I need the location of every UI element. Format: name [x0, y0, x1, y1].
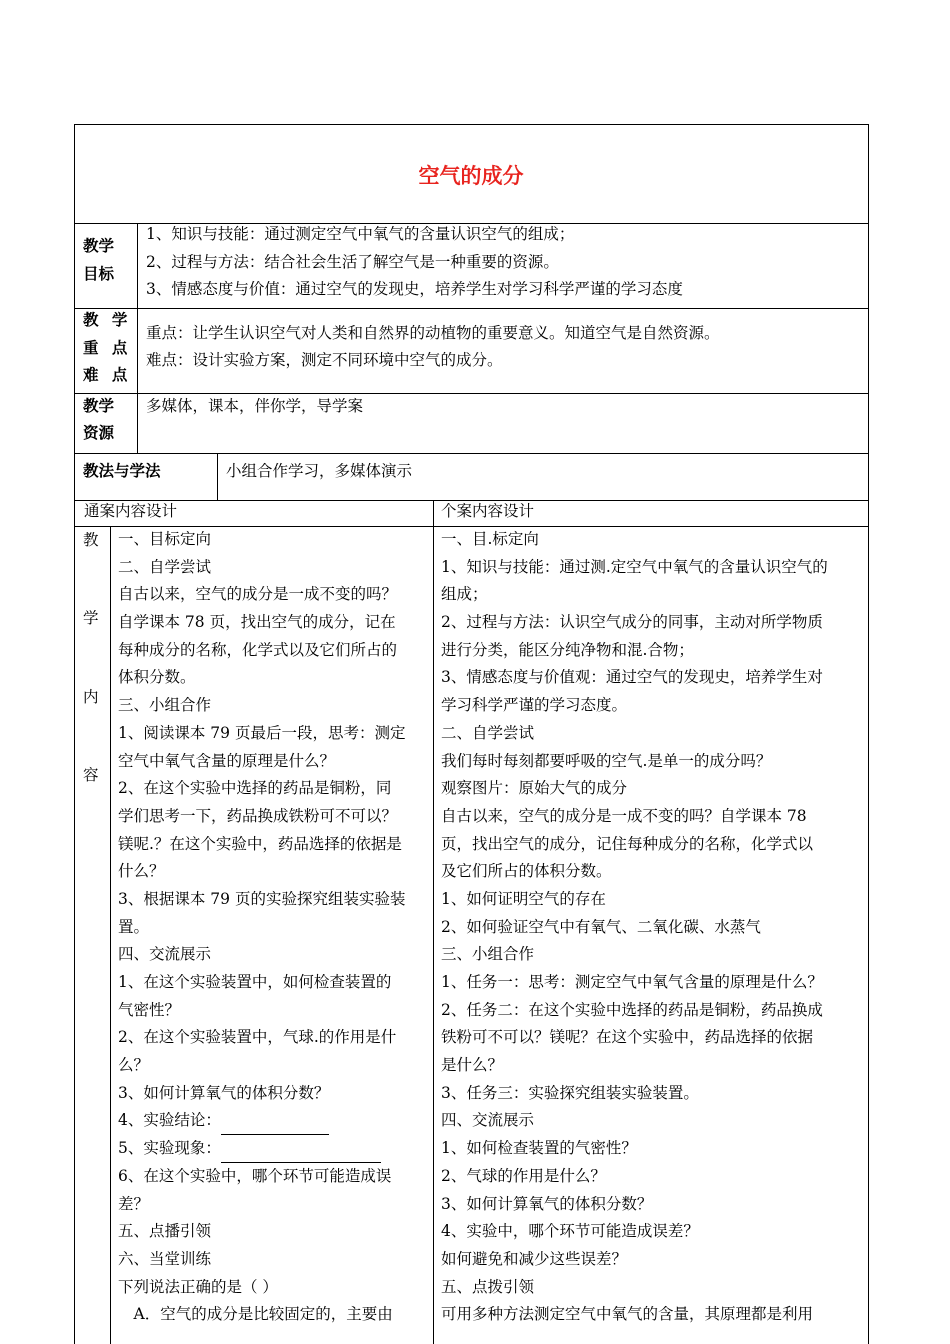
individual-design-line: 自古以来，空气的成分是一成不变的吗？自学课本 78 — [441, 806, 807, 825]
common-design-line: 学们思考一下，药品换成铁粉可不可以？ — [118, 806, 398, 825]
side-label-char-2: 学 — [83, 609, 99, 627]
individual-design-line: 1、知识与技能：通过测.定空气中氧气的含量认识空气的 — [441, 557, 828, 576]
individual-design-line: 1、如何检查装置的气密性？ — [441, 1139, 637, 1158]
individual-design-line: 三、小组合作 — [441, 945, 535, 964]
common-design-line: 镁呢.？在这个实验中，药品选择的依据是 — [118, 834, 402, 853]
individual-design-line: 2、任务二：在这个实验中选择的药品是铜粉，药品换成 — [441, 1000, 823, 1019]
common-design-content — [118, 526, 430, 1329]
resources-row-divider — [74, 453, 869, 454]
common-design-line: 每种成分的名称，化学式以及它们所占的 — [118, 640, 398, 659]
individual-design-line: 观察图片：原始大气的成分 — [441, 779, 628, 798]
individual-design-line: 1、任务一：思考：测定空气中氧气含量的原理是什么？ — [441, 973, 823, 991]
goals-line-3: 3、情感态度与价值：通过空气的发现史，培养学生对学习科学严谨的学习态度 — [146, 280, 683, 298]
individual-design-line: 学习科学严谨的学习态度。 — [441, 696, 628, 715]
label-column-divider — [137, 223, 138, 453]
answer-blank[interactable] — [221, 1145, 381, 1163]
focus-label-line-1: 教 学 — [83, 310, 132, 329]
common-design-line: 六、当堂训练 — [118, 1249, 212, 1268]
individual-design-line: 2、如何验证空气中有氧气、二氧化碳、水蒸气 — [441, 917, 761, 936]
individual-design-line: 我们每时每刻都要呼吸的空气.是单一的成分吗？ — [441, 751, 772, 770]
answer-blank[interactable] — [221, 1117, 329, 1135]
individual-design-header: 个案内容设计 — [441, 502, 535, 520]
method-text: 小组合作学习，多媒体演示 — [226, 462, 413, 480]
common-design-line: 自古以来，空气的成分是一成不变的吗？ — [118, 585, 398, 604]
method-label: 教法与学法 — [83, 461, 161, 480]
focus-label-line-3: 难 点 — [83, 365, 132, 384]
center-column-divider — [433, 500, 434, 1344]
common-design-line: 置。 — [118, 917, 150, 936]
goals-label-line-2: 目标 — [83, 264, 115, 283]
individual-design-line: 进行分类，能区分纯净物和混.合物； — [441, 640, 694, 659]
common-design-line: 差？ — [118, 1194, 150, 1213]
side-label-divider — [110, 526, 111, 1344]
focus-difficulty: 难点：设计实验方案，测定不同环境中空气的成分。 — [146, 351, 503, 369]
common-design-line: 三、小组合作 — [118, 696, 212, 715]
common-design-header: 通案内容设计 — [84, 502, 178, 520]
resources-label-line-2: 资源 — [83, 423, 115, 442]
individual-design-line: 五、点拨引领 — [441, 1277, 535, 1296]
common-design-line: 5、实验现象： — [118, 1135, 430, 1163]
common-design-line: 2、在这个实验中选择的药品是铜粉，同 — [118, 779, 392, 798]
common-design-line: 4、实验结论： — [118, 1107, 430, 1135]
side-label-char-4: 容 — [83, 766, 99, 784]
common-design-line: 3、根据课本 79 页的实验探究组装实验装 — [118, 889, 406, 908]
table-border-top — [74, 124, 869, 125]
goals-line-1: 1、知识与技能：通过测定空气中氧气的含量认识空气的组成； — [146, 225, 575, 243]
common-design-line: 自学课本 78 页，找出空气的成分，记在 — [118, 613, 396, 632]
common-design-line: 1、在这个实验装置中，如何检查装置的 — [118, 973, 392, 991]
individual-design-content — [441, 526, 865, 1329]
goals-line-2: 2、过程与方法：结合社会生活了解空气是一种重要的资源。 — [146, 253, 559, 271]
resources-text: 多媒体，课本，伴你学，导学案 — [146, 397, 364, 415]
individual-design-line: 2、气球的作用是什么？ — [441, 1166, 606, 1185]
individual-design-line: 4、实验中，哪个环节可能造成误差？ — [441, 1222, 699, 1241]
common-design-line: 四、交流展示 — [118, 945, 212, 964]
common-design-line: 体积分数。 — [118, 668, 196, 687]
common-design-line: 什么？ — [118, 862, 165, 881]
individual-design-line: 铁粉可不可以？镁呢？在这个实验中，药品选择的依据 — [441, 1028, 814, 1047]
individual-design-line: 一、目.标定向 — [441, 530, 539, 548]
side-label-char-3: 内 — [83, 688, 99, 706]
table-border-left — [74, 124, 75, 1344]
common-design-line: A．空气的成分是比较固定的，主要由 — [118, 1305, 393, 1324]
individual-design-line: 如何避免和减少这些误差？ — [441, 1249, 628, 1268]
resources-label-line-1: 教学 — [83, 396, 115, 415]
individual-design-line: 及它们所占的体积分数。 — [441, 862, 612, 881]
common-design-line: 6、在这个实验中，哪个环节可能造成误 — [118, 1166, 392, 1185]
common-design-line: 空气中氧气含量的原理是什么？ — [118, 751, 336, 770]
method-label-divider — [217, 453, 218, 500]
common-design-line: 一、目标定向 — [118, 530, 212, 548]
individual-design-line: 是什么？ — [441, 1056, 504, 1075]
individual-design-line: 四、交流展示 — [441, 1111, 535, 1130]
table-border-right — [868, 124, 869, 1344]
individual-design-line: 3、任务三：实验探究组装实验装置。 — [441, 1083, 699, 1102]
goals-label-line-1: 教学 — [83, 236, 115, 255]
common-design-line: 3、如何计算氧气的体积分数？ — [118, 1083, 330, 1102]
side-label-char-1: 教 — [83, 531, 99, 549]
page-title: 空气的成分 — [418, 163, 524, 188]
common-design-line: 二、自学尝试 — [118, 557, 212, 576]
focus-key-point: 重点：让学生认识空气对人类和自然界的动植物的重要意义。知道空气是自然资源。 — [146, 324, 720, 342]
individual-design-line: 1、如何证明空气的存在 — [441, 889, 606, 908]
common-design-line: 气密性？ — [118, 1000, 181, 1019]
common-design-line: 么？ — [118, 1056, 150, 1075]
common-design-line: 1、阅读课本 79 页最后一段，思考：测定 — [118, 723, 406, 742]
focus-label-line-2: 重 点 — [83, 338, 132, 357]
individual-design-line: 页，找出空气的成分，记住每种成分的名称，化学式以 — [441, 834, 814, 853]
individual-design-line: 二、自学尝试 — [441, 723, 535, 742]
common-design-line: 五、点播引领 — [118, 1222, 212, 1241]
individual-design-line: 2、过程与方法：认识空气成分的同事，主动对所学物质 — [441, 613, 823, 632]
individual-design-line: 3、如何计算氧气的体积分数？ — [441, 1194, 653, 1213]
goals-row-divider — [74, 308, 869, 309]
individual-design-line: 组成； — [441, 585, 488, 604]
common-design-line: 2、在这个实验装置中，气球.的作用是什 — [118, 1028, 397, 1047]
individual-design-line: 3、情感态度与价值观：通过空气的发现史，培养学生对 — [441, 668, 823, 687]
individual-design-line: 可用多种方法测定空气中氧气的含量，其原理都是利用 — [441, 1305, 814, 1324]
common-design-line: 下列说法正确的是（ ） — [118, 1277, 278, 1296]
